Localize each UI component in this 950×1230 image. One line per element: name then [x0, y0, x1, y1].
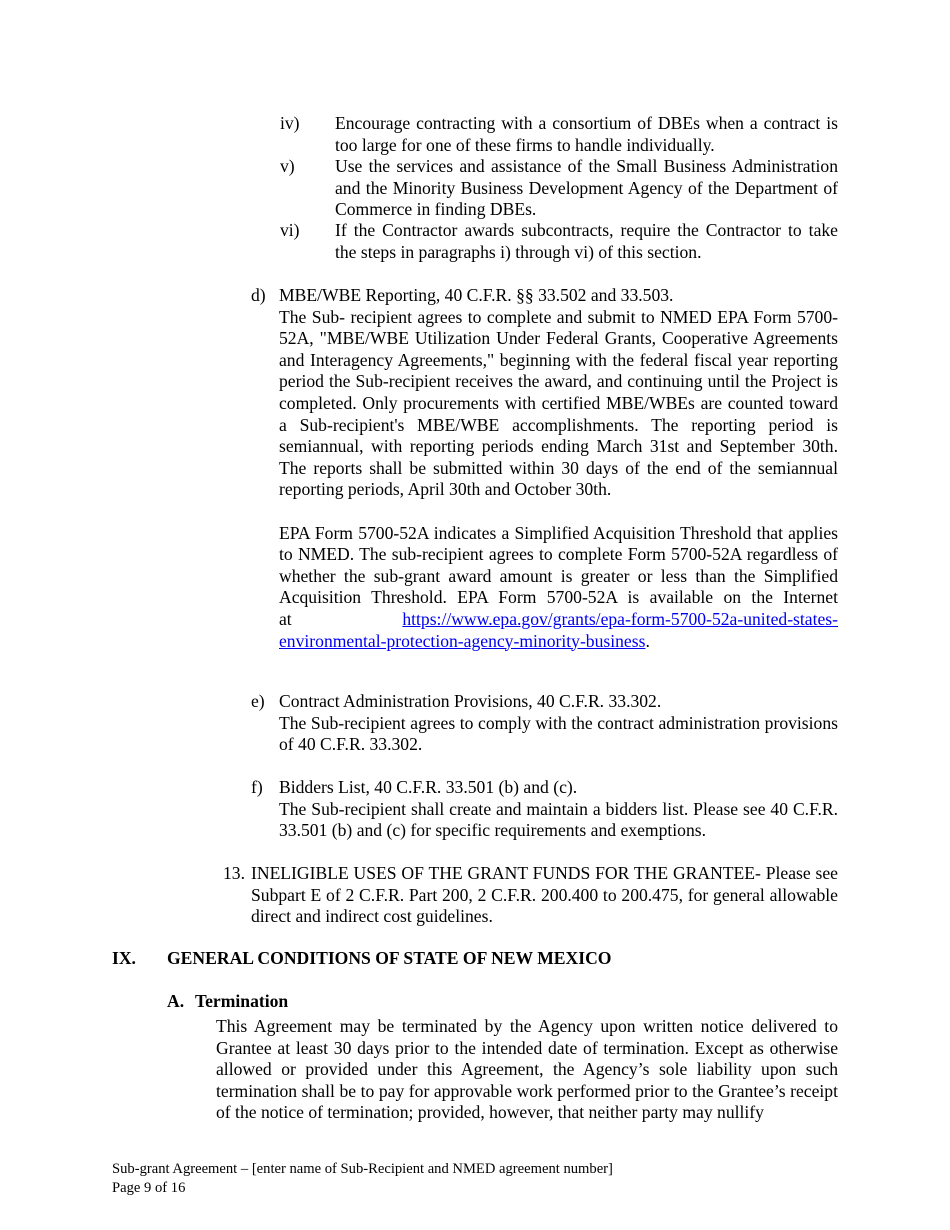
item-label: 13.: [223, 863, 245, 883]
list-item-text: Encourage contracting with a consortium of DBEs when a contract is too large for one of these firms to handle individually.: [335, 113, 838, 155]
link-period: .: [645, 630, 650, 651]
footer-agreement-line: Sub-grant Agreement – [enter name of Sub-Recipient and NMED agreement number]: [112, 1161, 613, 1177]
item-paragraph: The Sub- recipient agrees to complete and submit to NMED EPA Form 5700-52A, "MBE/WBE Utilization Under Federal Grants, Cooperative Agreements and Interagency Agreements," beginning with the federal fiscal year reporting period the Sub-recipient receives the award, and continuing until the Project is completed. Only procurements with certified MBE/WBEs are counted toward a Sub-recipient's MBE/WBE accomplishments. The reporting period is semiannual, with reporting periods ending March 31st and September 30th. The reports shall be submitted within 30 days of the end of the semiannual reporting periods, April 30th and October 30th.: [279, 306, 838, 500]
list-item-label: iv): [280, 113, 300, 133]
item-label: f): [251, 777, 263, 797]
page-footer: [112, 1160, 613, 1198]
item-heading: Contract Administration Provisions, 40 C.F.R. 33.302.: [279, 691, 662, 711]
item-heading: MBE/WBE Reporting, 40 C.F.R. §§ 33.502 and 33.503.: [279, 285, 674, 305]
list-item-text: Use the services and assistance of the Small Business Administration and the Minority Business Development Agency of the Department of Commerce in finding DBEs.: [335, 156, 838, 220]
list-item-text: If the Contractor awards subcontracts, require the Contractor to take the steps in paragraphs i) through vi) of this section.: [335, 220, 838, 262]
item-label: e): [251, 691, 265, 711]
item-paragraph-text: EPA Form 5700-52A indicates a Simplified Acquisition Threshold that applies to NMED. The sub-recipient agrees to complete Form 5700-52A regardless of whether the sub-grant award amount is greater or less than the Simplified Acquisition Threshold. EPA Form 5700-52A is available on the Internet at: [279, 522, 838, 629]
item-paragraph: [279, 523, 838, 653]
list-item-label: vi): [280, 220, 300, 240]
epa-form-link[interactable]: https://www.epa.gov/grants/epa-form-5700-52a-united-states-environmental-protection-agency-minority-business: [279, 608, 838, 651]
item-label: d): [251, 285, 266, 305]
list-item-label: v): [280, 156, 295, 176]
item-paragraph: The Sub-recipient agrees to comply with the contract administration provisions of 40 C.F.R. 33.302.: [279, 712, 838, 755]
subsection-label: A.: [167, 991, 185, 1011]
subsection-title: Termination: [195, 991, 289, 1011]
section-title: GENERAL CONDITIONS OF STATE OF NEW MEXICO: [167, 948, 612, 968]
section-number: IX.: [112, 948, 136, 968]
item-paragraph: The Sub-recipient shall create and maintain a bidders list. Please see 40 C.F.R. 33.501 (b) and (c) for specific requirements and exemptions.: [279, 798, 838, 841]
item-paragraph: INELIGIBLE USES OF THE GRANT FUNDS FOR THE GRANTEE- Please see Subpart E of 2 C.F.R. Part 200, 2 C.F.R. 200.400 to 200.475, for general allowable direct and indirect cost guidelines.: [251, 863, 838, 927]
item-heading: Bidders List, 40 C.F.R. 33.501 (b) and (c).: [279, 777, 578, 797]
subsection-paragraph: This Agreement may be terminated by the Agency upon written notice delivered to Grantee at least 30 days prior to the intended date of termination. Except as otherwise allowed or provided under this Agreement, the Agency’s sole liability upon such termination shall be to pay for approvable work performed prior to the Grantee’s receipt of the notice of termination; provided, however, that neither party may nullify: [216, 1016, 838, 1123]
footer-page-number: Page 9 of 16: [112, 1180, 186, 1196]
